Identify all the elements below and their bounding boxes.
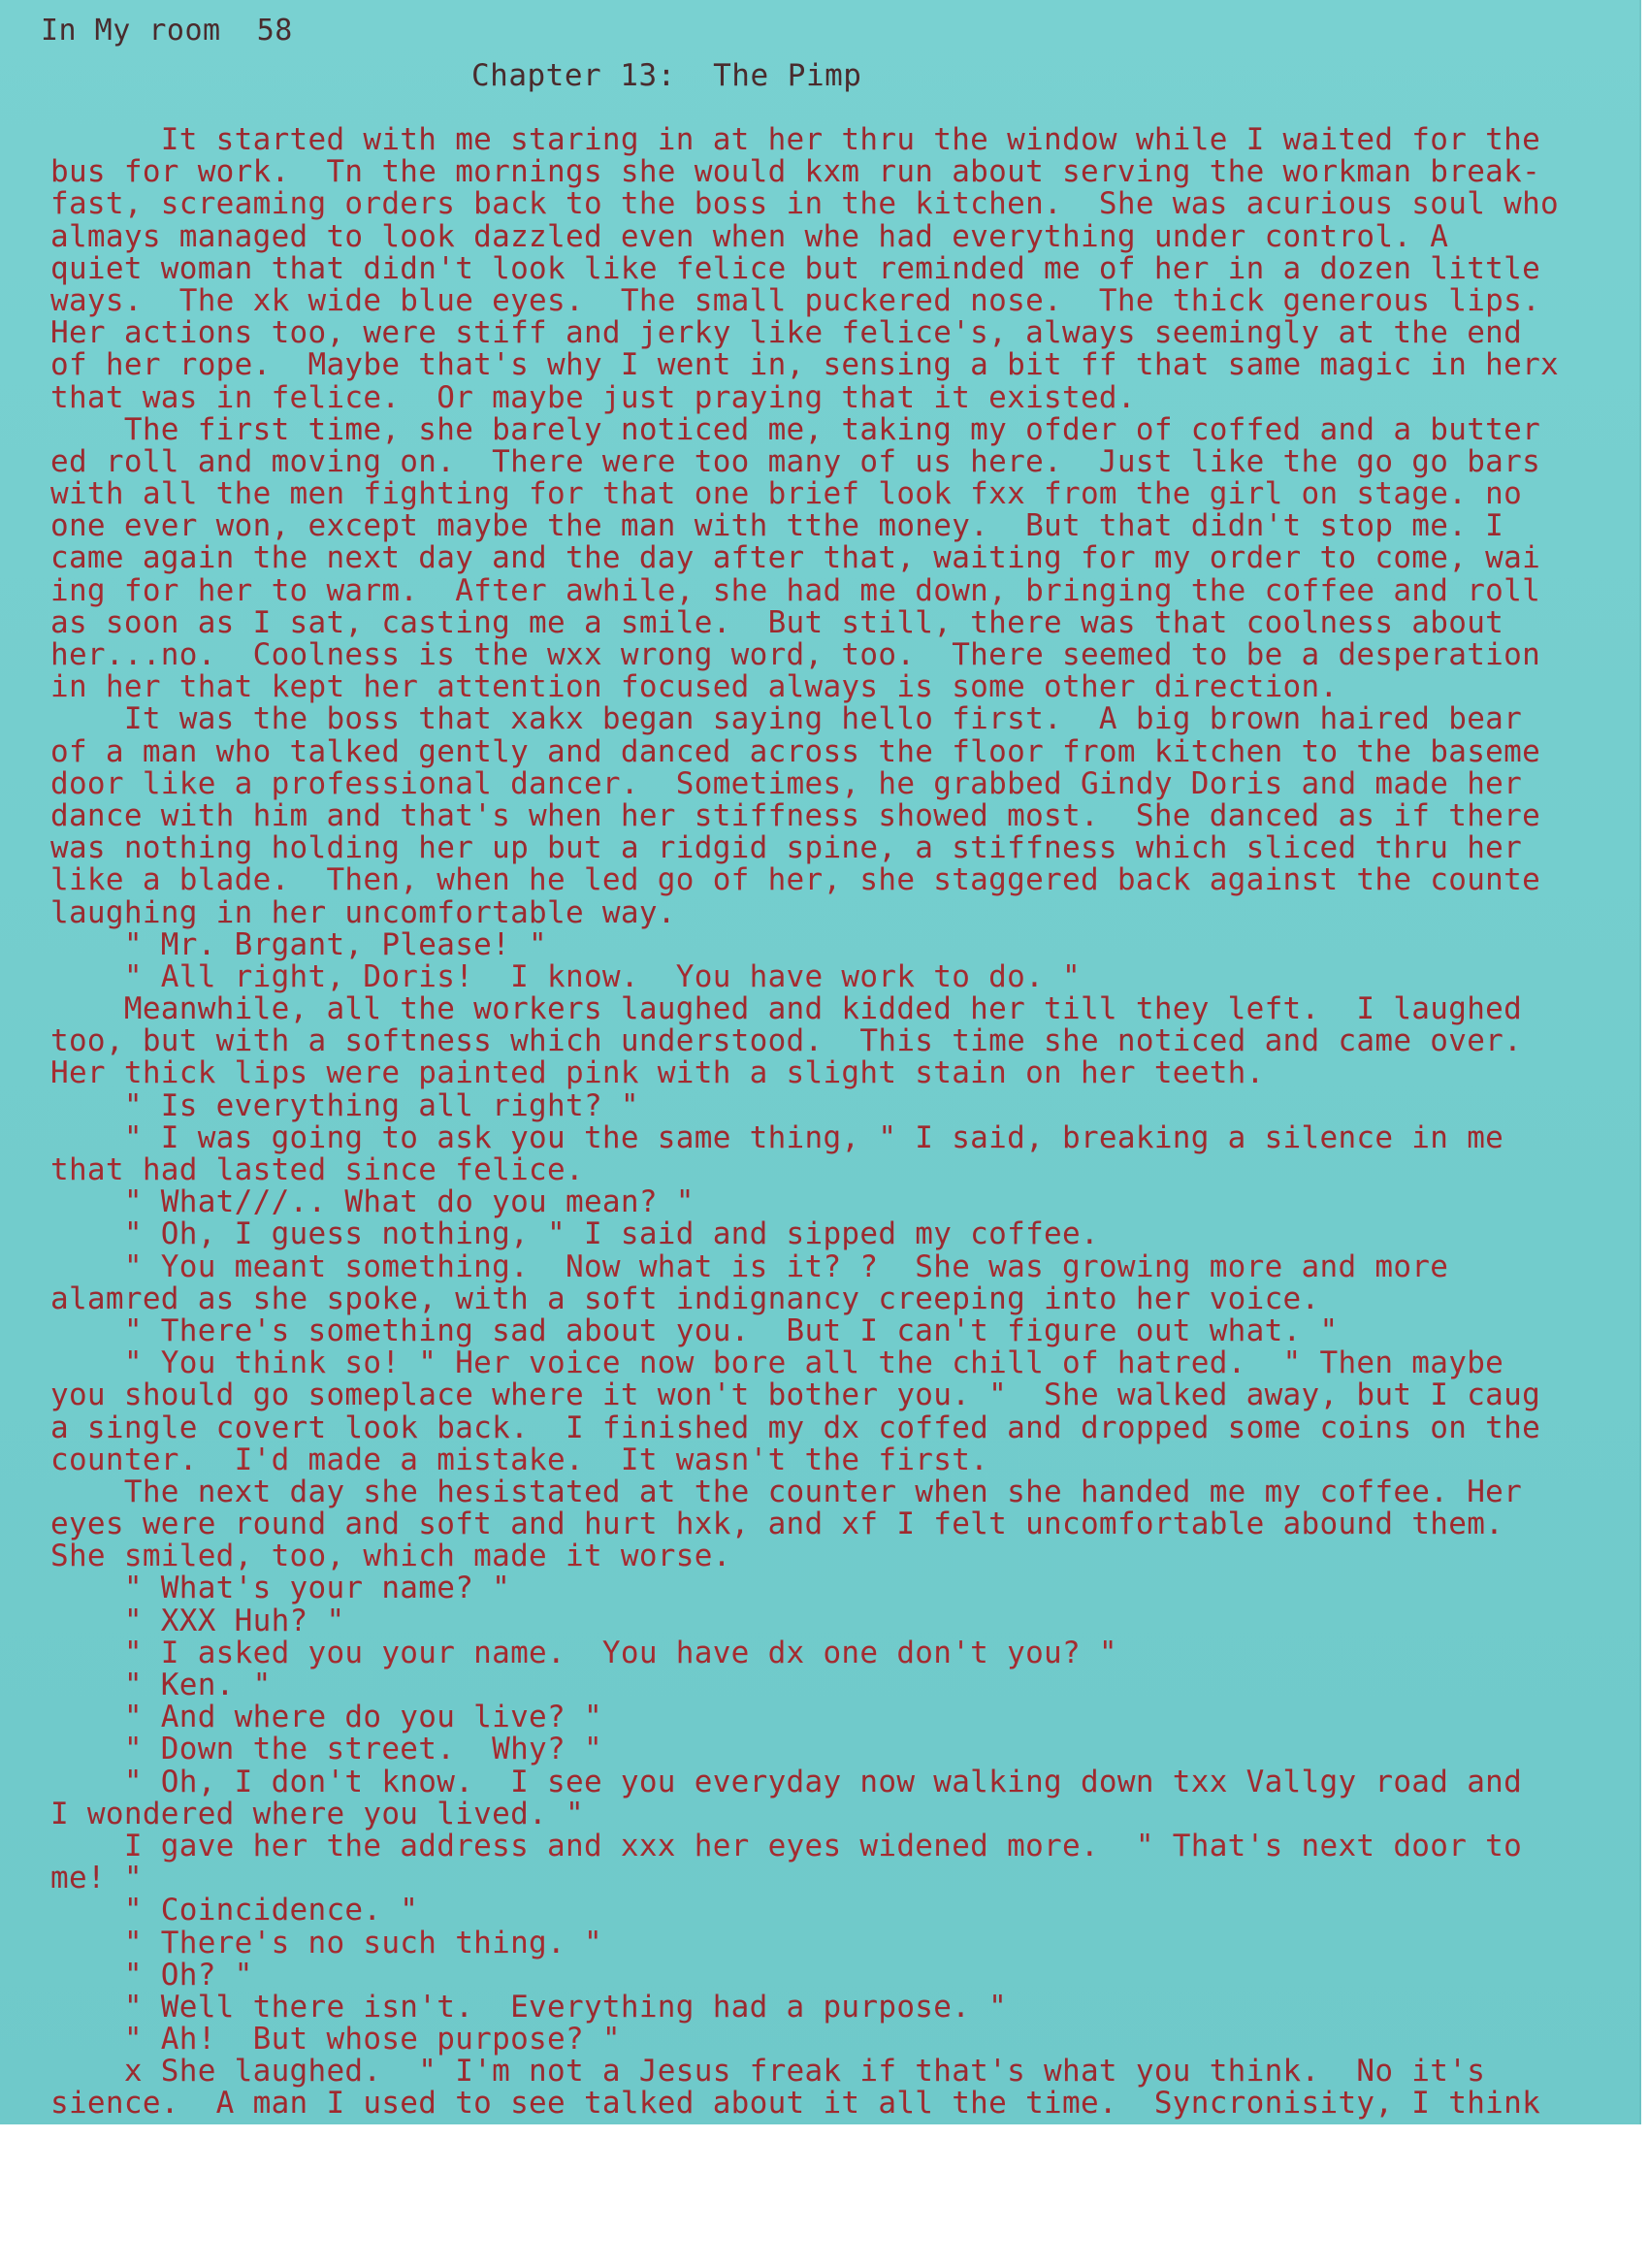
text-line: ways. The xk wide blue eyes. The small puckered nose. The thick generous lips. [50, 284, 1541, 318]
text-line: " XXX Huh? " [50, 1604, 345, 1637]
text-line: I gave her the address and xxx her eyes widened more. " That's next door to [50, 1830, 1523, 1863]
text-line: was nothing holding her up but a ridgid spine, a stiffness which sliced thru her [50, 832, 1523, 865]
text-line: bus for work. Tn the mornings she would kxm run about serving the workman break- [50, 156, 1541, 189]
text-line: " Oh, I guess nothing, " I said and sipped my coffee. [50, 1218, 1099, 1251]
text-line: " Oh, I don't know. I see you everyday now walking down txx Vallgy road and [50, 1766, 1523, 1798]
chapter-title: Chapter 13: The Pimp [471, 58, 862, 93]
text-line: you should go someplace where it won't bother you. " She walked away, but I caug [50, 1379, 1541, 1412]
text-line: me! " [50, 1863, 143, 1895]
text-line: " Well there isn't. Everything had a purpose. " [50, 1991, 1008, 2025]
text-line: quiet woman that didn't look like felice but reminded me of her in a dozen little [50, 252, 1541, 285]
text-line: counter. I'd made a mistake. It wasn't the first. [50, 1443, 989, 1476]
text-line: The next day she hesistated at the counter when she handed me my coffee. Her [50, 1475, 1523, 1509]
text-line: " Coincidence. " [50, 1895, 419, 1928]
text-line: It started with me staring in at her thru the window while I waited for the [50, 124, 1541, 157]
text-line: " And where do you live? " [50, 1701, 602, 1734]
text-line: " All right, Doris! I know. You have work to do. " [50, 960, 1081, 994]
text-line: a single covert look back. I finished my dx coffed and dropped some coins on the [50, 1411, 1541, 1444]
text-line: " I asked you your name. You have dx one don't you? " [50, 1636, 1117, 1669]
text-line: " Ah! But whose purpose? " [50, 2024, 621, 2057]
text-line: laughing in her uncomfortable way. [50, 896, 676, 929]
text-line: Her thick lips were painted pink with a slight stain on her teeth. [50, 1057, 1265, 1090]
manuscript-body [50, 124, 1641, 2121]
text-line: ed roll and moving on. There were too many of us here. Just like the go go bars [50, 445, 1541, 479]
text-line: " Ken. " [50, 1669, 272, 1702]
text-line: " What's your name? " [50, 1572, 511, 1605]
text-line: her...no. Coolness is the wxx wrong word, too. There seemed to be a desperation [50, 639, 1541, 672]
text-line: door like a professional dancer. Sometimes, he grabbed Gindy Doris and made her [50, 767, 1523, 800]
text-line: " What///.. What do you mean? " [50, 1186, 695, 1219]
text-line: in her that kept her attention focused always is some other direction. [50, 671, 1339, 704]
text-line: of her rope. Maybe that's why I went in, sensing a bit ff that same magic in herx [50, 349, 1560, 382]
text-line: that was in felice. Or maybe just praying that it existed. [50, 381, 1136, 414]
text-line: Her actions too, were stiff and jerky like felice's, always seemingly at the end [50, 317, 1523, 350]
text-line: almays managed to look dazzled even when whe had everything under control. A [50, 220, 1449, 253]
text-line: as soon as I sat, casting me a smile. But still, there was that coolness about [50, 606, 1504, 639]
text-line: I wondered where you lived. " [50, 1798, 584, 1831]
text-line: like a blade. Then, when he led go of her, she staggered back against the counte [50, 864, 1541, 897]
text-line: " Down the street. Why? " [50, 1733, 602, 1766]
text-line: " Oh? " [50, 1959, 253, 1992]
text-line: " Mr. Brgant, Please! " [50, 928, 548, 961]
text-line: ing for her to warm. After awhile, she had me down, bringing the coffee and roll [50, 574, 1541, 607]
page-header: In My room 58 [41, 14, 293, 48]
text-line: with all the men fighting for that one brief look fxx from the girl on stage. no [50, 478, 1523, 511]
text-line: " There's something sad about you. But I can't figure out what. " [50, 1314, 1339, 1348]
text-line: dance with him and that's when her stiffness showed most. She danced as if there [50, 799, 1541, 833]
text-line: Meanwhile, all the workers laughed and kidded her till they left. I laughed [50, 993, 1523, 1026]
text-line: sience. A man I used to see talked about it all the time. Syncronisity, I think [50, 2088, 1541, 2121]
text-line: She smiled, too, which made it worse. [50, 1540, 731, 1573]
text-line: " I was going to ask you the same thing, " I said, breaking a silence in me [50, 1121, 1504, 1154]
text-line: of a man who talked gently and danced across the floor from kitchen to the baseme [50, 735, 1541, 768]
text-line: " You think so! " Her voice now bore all the chill of hatred. " Then maybe [50, 1347, 1504, 1380]
text-line: alamred as she spoke, with a soft indignancy creeping into her voice. [50, 1282, 1320, 1315]
text-line: too, but with a softness which understood. This time she noticed and came over. [50, 1025, 1523, 1058]
text-line: " Is everything all right? " [50, 1089, 639, 1122]
text-line: one ever won, except maybe the man with tthe money. But that didn't stop me. I [50, 510, 1504, 543]
text-line: The first time, she barely noticed me, taking my ofder of coffed and a butter [50, 413, 1541, 446]
text-line: came again the next day and the day after that, waiting for my order to come, wai [50, 542, 1541, 575]
text-line: x She laughed. " I'm not a Jesus freak if that's what you think. No it's [50, 2056, 1486, 2089]
text-line: that had lasted since felice. [50, 1154, 584, 1187]
text-line: " There's no such thing. " [50, 1927, 602, 1960]
text-line: fast, screaming orders back to the boss in the kitchen. She was acurious soul who [50, 188, 1560, 221]
text-line: " You meant something. Now what is it? ? She was growing more and more [50, 1250, 1449, 1283]
text-line: eyes were round and soft and hurt hxk, and xf I felt uncomfortable abound them. [50, 1508, 1504, 1541]
text-line: It was the boss that xakx began saying hello first. A big brown haired bear [50, 703, 1523, 736]
